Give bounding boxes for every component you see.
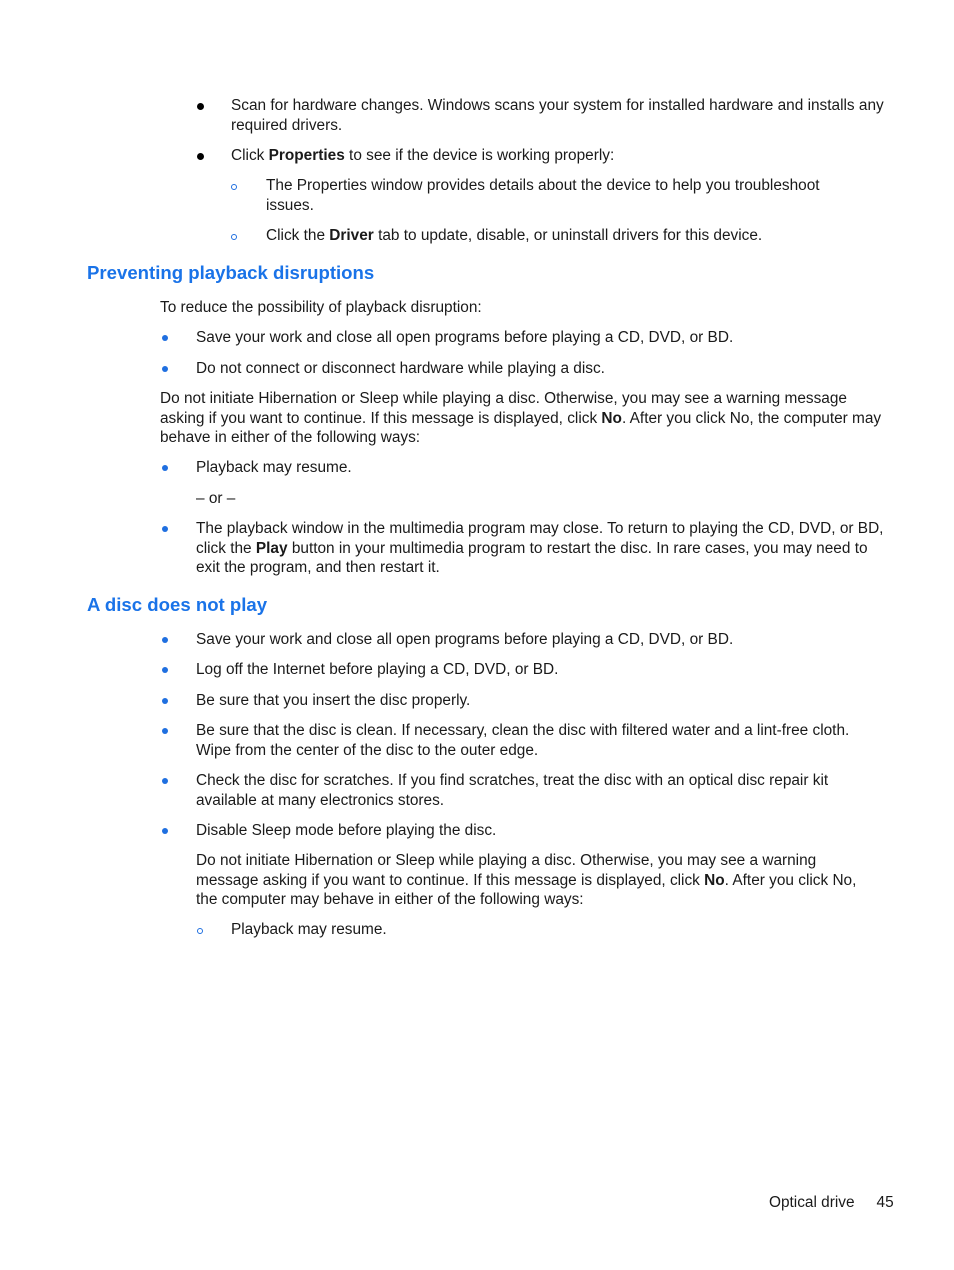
bullet-icon [161,630,171,650]
sub-list-item: Click the Driver tab to update, disable, or uninstall drivers for this device. [266,227,763,244]
page-number: 45 [876,1194,894,1211]
bullet-icon [161,328,171,348]
bullet-icon [161,660,171,680]
sub-list-item: Playback may resume. [231,921,387,938]
bullet-icon [197,96,207,116]
list-item: Check the disc for scratches. If you find scratches, treat the disc with an optical disc repair kit available at many electronics stores. [196,772,829,809]
paragraph: Do not initiate Hibernation or Sleep while playing a disc. Otherwise, you may see a warning message asking if you want to continue. If this message is displayed, click No. After you click No, the computer may behave in either of the following ways: [196,852,857,908]
list-item: Log off the Internet before playing a CD, DVD, or BD. [196,661,559,678]
section-heading: A disc does not play [87,594,268,615]
list-item: Be sure that you insert the disc properly. [196,692,471,709]
bullet-icon [161,721,171,741]
bullet-icon [161,771,171,791]
sub-bullet-icon [196,920,206,940]
bullet-icon [161,458,171,478]
paragraph: Do not initiate Hibernation or Sleep while playing a disc. Otherwise, you may see a warning message asking if you want to continue. If this message is displayed, click No. After you click No, the computer may behave in either of the following ways: [160,390,882,446]
list-item: Be sure that the disc is clean. If necessary, clean the disc with filtered water and a lint-free cloth. Wipe from the center of the disc to the outer edge. [196,722,850,759]
list-item: Click Properties to see if the device is working properly: [231,147,615,164]
bullet-icon [197,146,207,166]
list-item: Save your work and close all open programs before playing a CD, DVD, or BD. [196,329,734,346]
section-heading: Preventing playback disruptions [87,262,375,283]
list-item: The playback window in the multimedia program may close. To return to playing the CD, DVD, or BD, click the Play button in your multimedia program to restart the disc. In rare cases, you may need to exit the program, and then restart it. [196,520,884,576]
footer-section: Optical drive [769,1194,855,1211]
list-item: Playback may resume. [196,459,352,476]
list-item: Save your work and close all open programs before playing a CD, DVD, or BD. [196,631,734,648]
list-item: Scan for hardware changes. Windows scans your system for installed hardware and installs any required drivers. [231,97,884,134]
bullet-icon [161,519,171,539]
sub-list-item: The Properties window provides details about the device to help you troubleshoot issues. [266,177,820,214]
bullet-icon [161,691,171,711]
bullet-icon [161,359,171,379]
list-item: Do not connect or disconnect hardware while playing a disc. [196,360,605,377]
list-item: Disable Sleep mode before playing the disc. [196,822,497,839]
footer [769,1193,894,1213]
or-separator: – or – [196,490,236,507]
sub-bullet-icon [230,226,240,246]
section-intro: To reduce the possibility of playback disruption: [160,299,482,316]
sub-bullet-icon [230,176,240,196]
bullet-icon [161,821,171,841]
